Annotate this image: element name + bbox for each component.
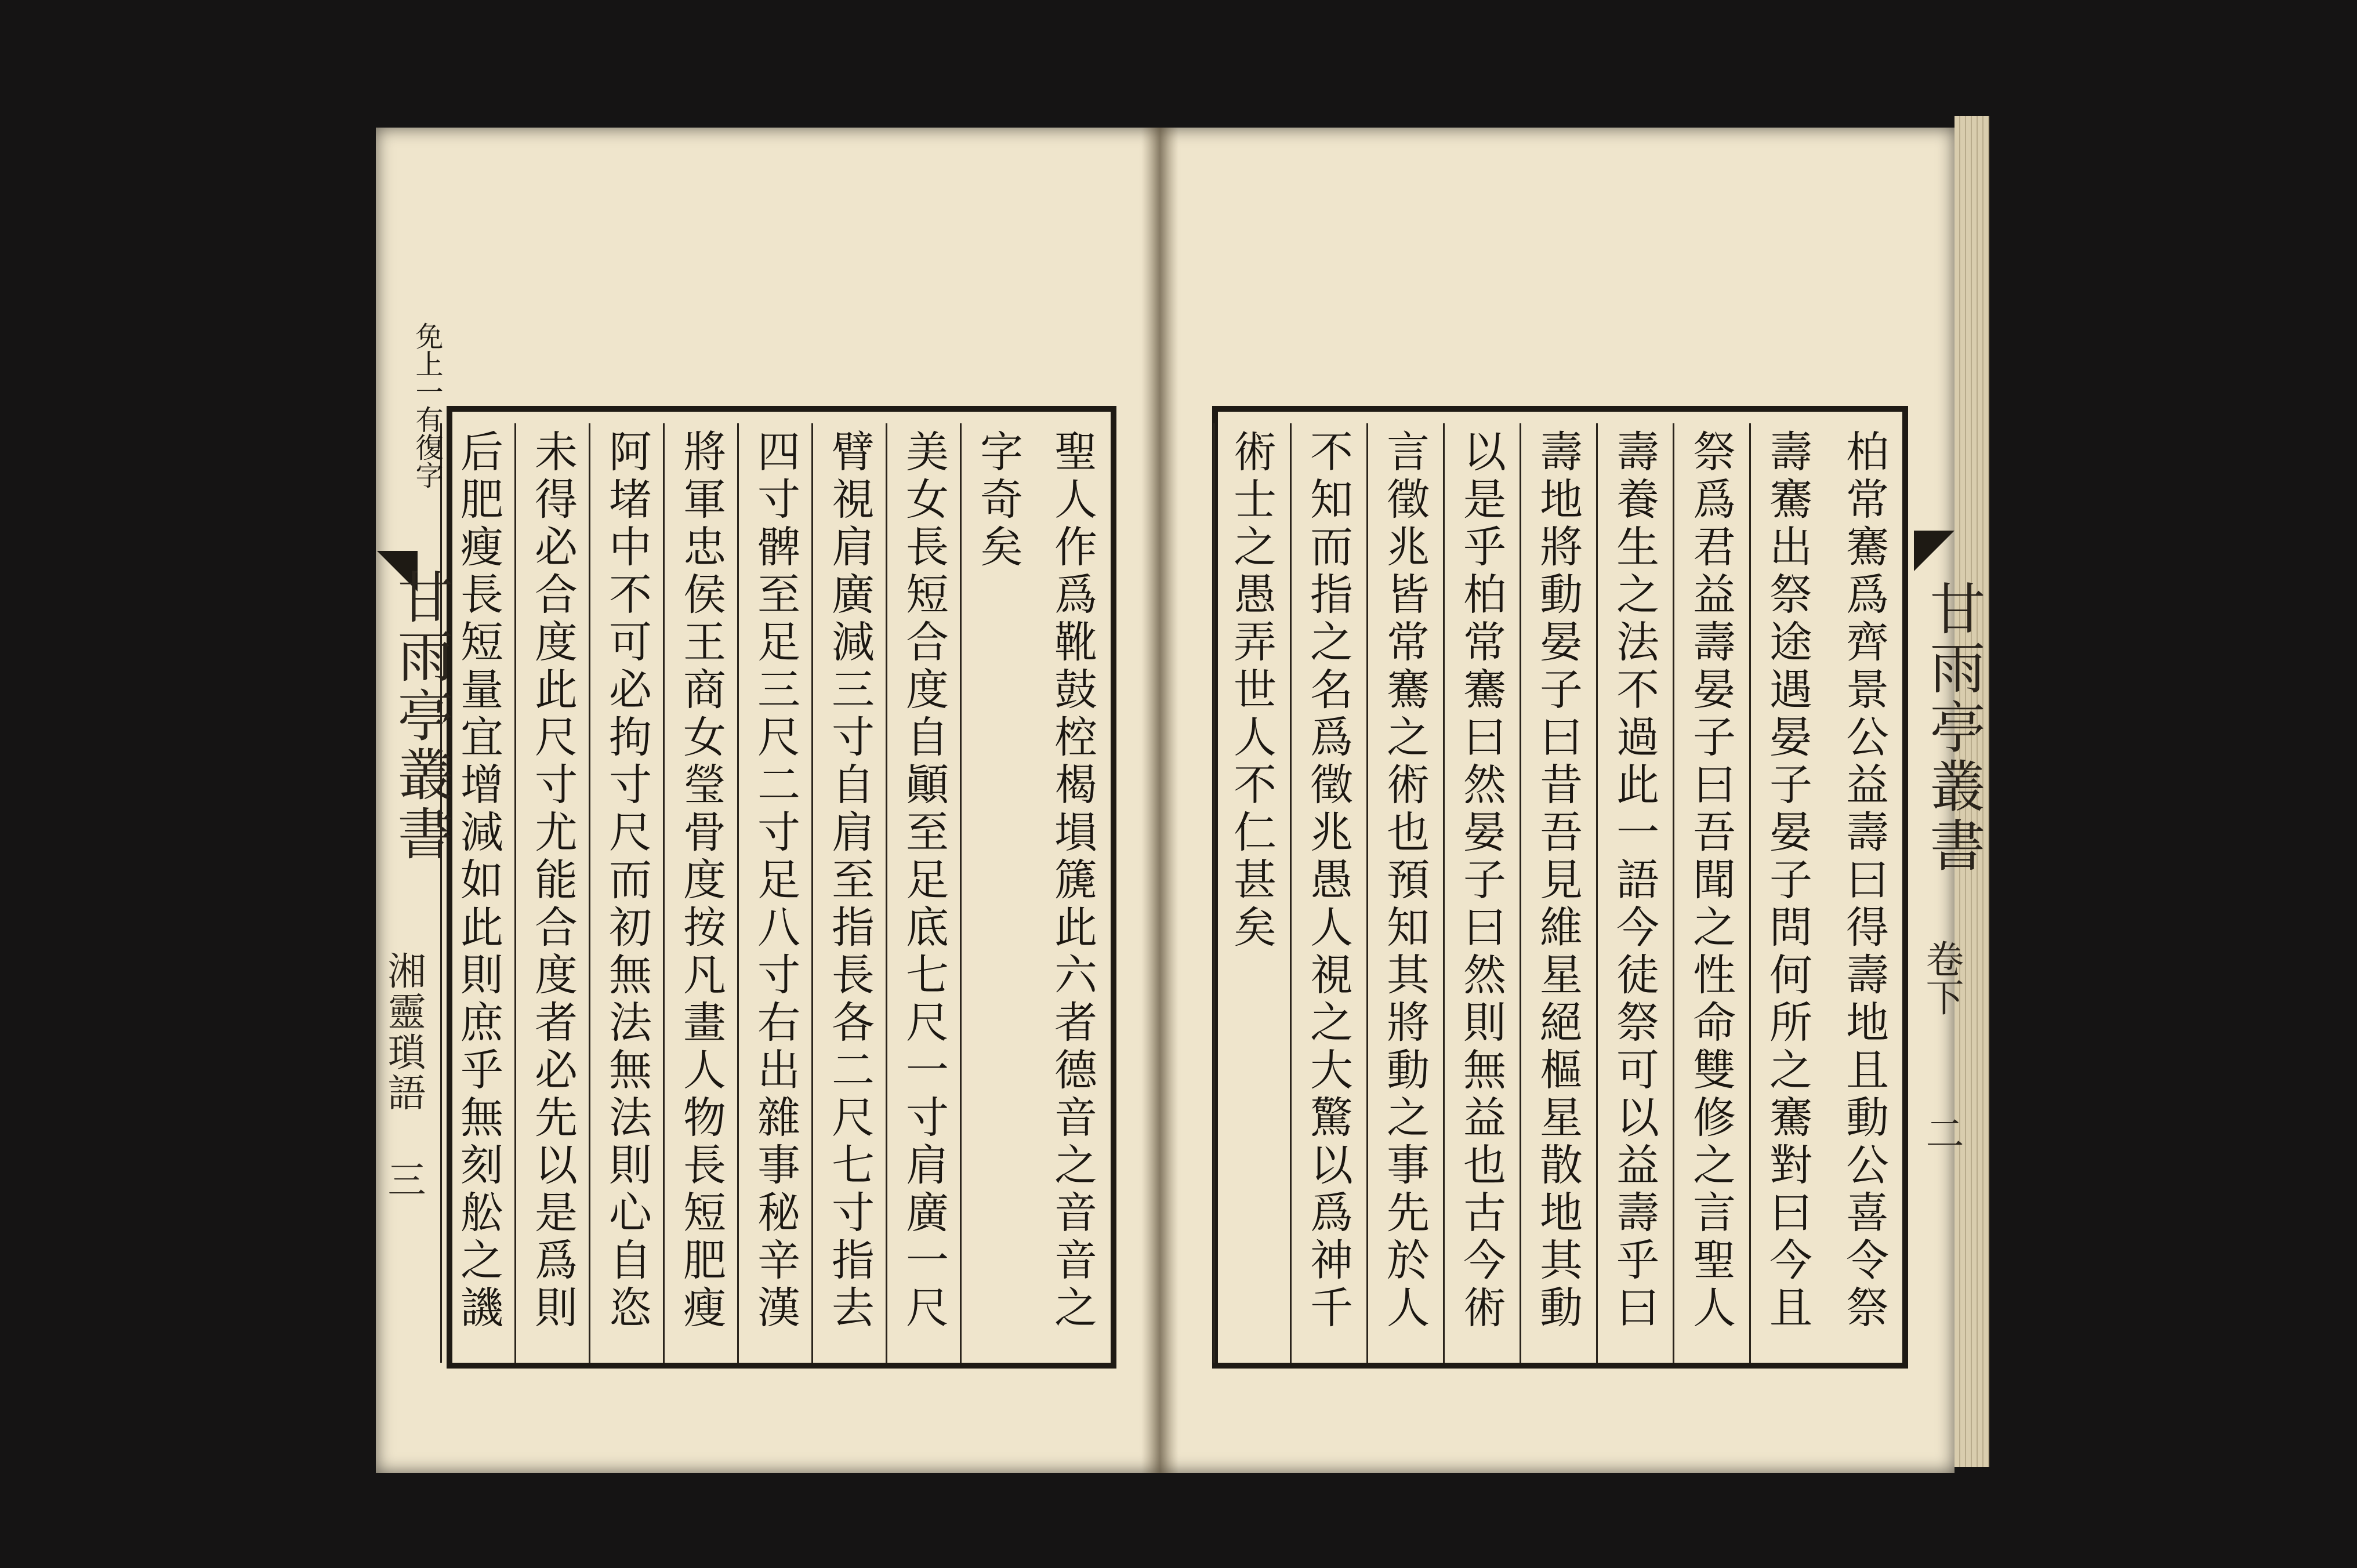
column-text: 言徵兆皆常騫之術也預知其將動之事先於人	[1380, 429, 1430, 1333]
column-text: 美女長短合度自顚至足底七尺一寸肩廣一尺	[899, 429, 949, 1333]
right-column-6	[1443, 423, 1520, 1363]
column-text: 聖人作爲靴鼓椌楬塤篪此六者德音之音音之	[1047, 429, 1097, 1333]
column-text: 阿堵中不可必拘寸尺而初無法無法則心自恣	[602, 429, 652, 1333]
right-spine-volume: 卷下	[1919, 939, 1964, 1016]
right-text-panel	[1212, 406, 1908, 1369]
column-text: 臂視肩廣減三寸自肩至指長各二尺七寸指去	[825, 429, 875, 1333]
right-column-1	[1826, 423, 1902, 1363]
right-column-7	[1366, 423, 1443, 1363]
column-text: 將軍忠侯王商女瑩骨度按凡畫人物長短肥瘦	[676, 429, 726, 1333]
left-page-number: 三	[381, 1160, 426, 1198]
column-text: 祭爲君益壽晏子曰吾聞之性命雙修之言聖人	[1686, 429, 1736, 1333]
column-text: 壽養生之法不過此一語今徒祭可以益壽乎曰	[1609, 429, 1659, 1333]
right-page-number: 二	[1919, 1113, 1964, 1152]
right-spine-title: 甘雨亭叢書	[1921, 580, 1986, 876]
left-column-7	[589, 423, 665, 1363]
column-text: 以是乎柏常騫曰然晏子曰然則無益也古今術	[1456, 429, 1506, 1333]
right-column-9	[1213, 423, 1290, 1363]
right-column-2	[1749, 423, 1826, 1363]
book-gutter	[1141, 128, 1178, 1473]
column-text: 后肥瘦長短量宜增減如此則庶乎無刻舩之譏	[454, 429, 503, 1333]
left-column-8	[514, 423, 591, 1363]
head-note: 免上一有復字	[411, 322, 443, 489]
left-text-panel	[447, 406, 1116, 1369]
left-column-2	[960, 423, 1036, 1363]
right-column-8	[1290, 423, 1366, 1363]
left-spine-subtitle: 湘靈瑣語	[381, 951, 426, 1113]
left-column-1	[1034, 423, 1111, 1363]
column-text: 字奇矣	[973, 429, 1023, 572]
column-text: 四寸髀至足三尺二寸足八寸右出雜事秘辛漢	[750, 429, 800, 1333]
left-column-3	[886, 423, 962, 1363]
column-text: 壽地將動晏子曰昔吾見維星絕樞星散地其動	[1533, 429, 1583, 1333]
left-column-5	[737, 423, 814, 1363]
right-column-4	[1596, 423, 1673, 1363]
column-text: 不知而指之名爲徵兆愚人視之大驚以爲神千	[1303, 429, 1353, 1333]
column-text: 柏常騫爲齊景公益壽曰得壽地且動公喜令祭	[1839, 429, 1889, 1333]
left-column-4	[811, 423, 888, 1363]
left-spine-title: 甘雨亭叢書	[389, 568, 454, 864]
column-text: 術士之愚弄世人不仁甚矣	[1227, 429, 1277, 952]
right-column-3	[1673, 423, 1749, 1363]
left-column-6	[663, 423, 739, 1363]
column-text: 未得必合度此尺寸尤能合度者必先以是爲則	[528, 429, 578, 1333]
left-column-9	[440, 423, 517, 1363]
column-text: 壽騫出祭途遇晏子晏子問何所之騫對曰今且	[1763, 429, 1812, 1333]
right-column-5	[1520, 423, 1596, 1363]
